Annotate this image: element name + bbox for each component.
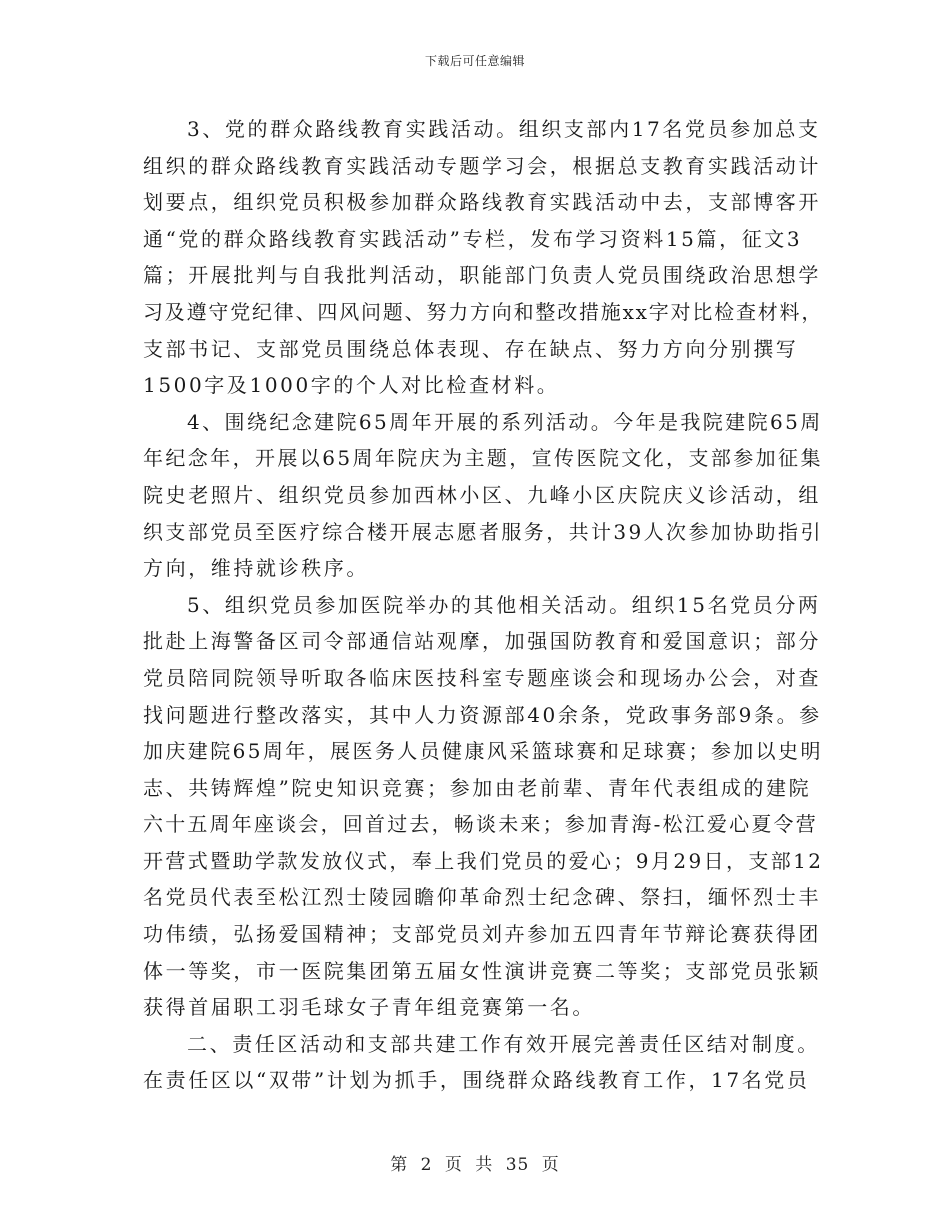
paragraph-line: 获得首届职工羽毛球女子青年组竞赛第一名。 bbox=[143, 995, 595, 1020]
paragraph-line: 支部书记、支部党员围绕总体表现、存在缺点、努力方向分别撰写 bbox=[143, 336, 799, 361]
paragraph-line: 在责任区以“双带”计划为抓手，围绕群众路线教育工作，17名党员 bbox=[143, 1068, 810, 1093]
paragraph-line: 六十五周年座谈会，回首过去，畅谈未来；参加青海-松江爱心夏令营 bbox=[143, 812, 818, 837]
paragraph-line: 年纪念年，开展以65周年院庆为主题，宣传医院文化，支部参加征集 bbox=[143, 446, 823, 471]
page-number-footer: 第 2 页 共 35 页 bbox=[390, 1155, 560, 1175]
paragraph-line: 批赴上海警备区司令部通信站观摩，加强国防教育和爱国意识；部分 bbox=[143, 629, 821, 654]
paragraph-line: 加庆建院65周年，展医务人员健康风采篮球赛和足球赛；参加以史明 bbox=[143, 739, 823, 764]
paragraph-line: 组织的群众路线教育实践活动专题学习会，根据总支教育实践活动计 bbox=[143, 153, 821, 178]
page-header: 下载后可任意编辑 bbox=[424, 54, 525, 68]
paragraph-line: 通“党的群众路线教育实践活动”专栏，发布学习资料15篇，征文3 bbox=[143, 226, 803, 251]
paragraph-line: 5、组织党员参加医院举办的其他相关活动。组织15名党员分两 bbox=[187, 592, 821, 617]
paragraph-line: 4、围绕纪念建院65周年开展的系列活动。今年是我院建院65周 bbox=[187, 409, 823, 434]
paragraph-line: 找问题进行整改落实，其中人力资源部40余条，党政事务部9条。参 bbox=[143, 702, 822, 727]
paragraph-line: 织支部党员至医疗综合楼开展志愿者服务，共计39人次参加协助指引 bbox=[143, 519, 823, 544]
paragraph-line: 功伟绩，弘扬爱国精神；支部党员刘卉参加五四青年节辩论赛获得团 bbox=[143, 922, 821, 947]
paragraph-line: 院史老照片、组织党员参加西林小区、九峰小区庆院庆义诊活动，组 bbox=[143, 482, 821, 507]
paragraph-line: 1500字及1000字的个人对比检查材料。 bbox=[143, 373, 560, 398]
paragraph-line: 志、共铸辉煌”院史知识竞赛；参加由老前辈、青年代表组成的建院 bbox=[143, 775, 812, 800]
paragraph-line: 体一等奖，市一医院集团第五届女性演讲竞赛二等奖；支部党员张颖 bbox=[143, 958, 821, 983]
paragraph-line: 名党员代表至松江烈士陵园瞻仰革命烈士纪念碑、祭扫，缅怀烈士丰 bbox=[143, 885, 821, 910]
paragraph-line: 3、党的群众路线教育实践活动。组织支部内17名党员参加总支 bbox=[187, 117, 821, 141]
document-body bbox=[143, 111, 823, 1099]
paragraph-line: 二、责任区活动和支部共建工作有效开展完善责任区结对制度。 bbox=[187, 1031, 820, 1056]
paragraph-line: 方向，维持就诊秩序。 bbox=[143, 556, 369, 581]
paragraph-line: 习及遵守党纪律、四风问题、努力方向和整改措施xx字对比检查材料， bbox=[143, 299, 824, 324]
paragraph-line: 党员陪同院领导听取各临床医技科室专题座谈会和现场办公会，对查 bbox=[143, 665, 821, 690]
paragraph-line: 划要点，组织党员积极参加群众路线教育实践活动中去，支部博客开 bbox=[143, 190, 821, 215]
paragraph-line: 开营式暨助学款发放仪式，奉上我们党员的爱心；9月29日，支部12 bbox=[143, 848, 824, 873]
paragraph-line: 篇；开展批判与自我批判活动，职能部门负责人党员围绕政治思想学 bbox=[143, 263, 821, 288]
